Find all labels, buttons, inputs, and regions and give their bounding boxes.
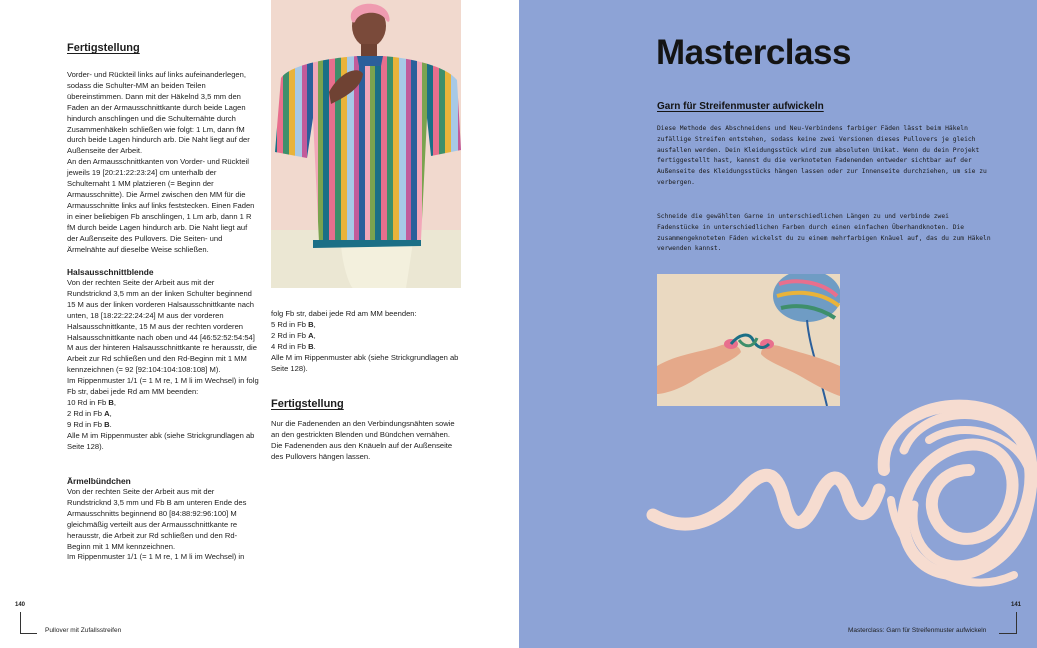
row-instruction: 2 Rd in Fb A,	[67, 408, 112, 418]
model-sweater-photo	[271, 0, 461, 288]
paragraph: Im Rippenmuster 1/1 (= 1 M re, 1 M li im Wechsel) in folg Fb str, dabei jede Rd am MM beenden:	[67, 376, 259, 397]
column-2-block-1	[271, 309, 461, 374]
heading-aermelbuendchen: Ärmelbündchen	[67, 476, 131, 486]
paragraph: Alle M im Rippenmuster abk (siehe Strickgrundlagen ab Seite 128).	[67, 430, 255, 451]
paragraph: Von der rechten Seite der Arbeit aus mit der Rundstricknd 3,5 mm und Fb B am unteren Ende des Armausschnitts beginnend 80 [84:88:92:96:100] M gleichmäßig verteilt aus der Armausschnittkante re herausstr, die Arbeit zur Rd schließen und den Rd-Beginn mit 1 MM kennzeichnen.	[67, 487, 247, 551]
footer-title-right: Masterclass: Garn für Streifenmuster aufwickeln	[848, 627, 987, 634]
paragraph: Vorder- und Rückteil links auf links aufeinanderlegen, sodass die Schulter-MM an beiden Teilen übereinstimmen. Dann mit der Häkelnd 3,5 mm den Faden an der Armausschnittkante durch beide Lagen hindurch anschlingen und die Schulternähte durch Zusammenhäkeln schließen wie folgt: 1 Lm, dann fM durch beide Lagen hindurch arb. Die Naht liegt auf der Außenseite der Arbeit.	[67, 70, 250, 156]
heading-fertigstellung-2: Fertigstellung	[271, 398, 344, 410]
column-2-block-2	[271, 419, 461, 463]
footer-rule-vertical-right	[1016, 612, 1017, 634]
hands-knotting-image	[657, 274, 840, 406]
paragraph: Nur die Fadenenden an den Verbindungsnähten sowie an den gestrickten Blenden und Bündchen vernähen. Die Fadenenden aus den Knäueln auf der Außenseite des Pullovers hängen lassen.	[271, 419, 455, 461]
row-instruction: 5 Rd in Fb B,	[271, 319, 316, 329]
row-instruction: 4 Rd in Fb B.	[271, 341, 316, 351]
row-instruction: 10 Rd in Fb B,	[67, 397, 116, 407]
footer-rule-vertical	[20, 612, 21, 634]
knotting-yarn-photo	[657, 274, 840, 406]
paragraph: An den Armausschnittkanten von Vorder- und Rückteil jeweils 19 [20:21:22:23:24] cm unterhalb der Schulternaht 1 MM platzieren (= Beginn der Armausschnitte). Die Ärmel zwischen den MM für die Armausschnitte links auf links feststecken. Einen Faden in einer beliebigen Fb anschlingen, 1 Lm arb, dann 1 R fM durch beide Lagen hindurch arb. Die Naht liegt auf der Außenseite des Pullovers. Die Seiten- und Ärmelnähte auf dieselbe Weise schließen.	[67, 157, 255, 254]
heading-halsausschnittblende: Halsausschnittblende	[67, 267, 154, 277]
paragraph: Im Rippenmuster 1/1 (= 1 M re, 1 M li im Wechsel) in	[67, 552, 245, 562]
column-1-block-2	[67, 278, 259, 453]
footer-rule-horizontal	[20, 633, 37, 634]
masterclass-subtitle: Garn für Streifenmuster aufwickeln	[657, 101, 824, 112]
page-number-left: 140	[15, 602, 26, 608]
masterclass-title: Masterclass	[656, 33, 851, 72]
row-instruction: 9 Rd in Fb B.	[67, 419, 112, 429]
striped-sweater-image	[271, 0, 461, 288]
paragraph: folg Fb str, dabei jede Rd am MM beenden:	[271, 309, 417, 318]
masterclass-instructions: Schneide die gewählten Garne in unterschiedlichen Längen zu und verbinde zwei Fadenstücke in unterschiedlichen Farben durch einen einfachen Überhandknoten. Die zusammengeknoteten Fäden wickelst du zu einem mehrfarbigen Knäuel auf, das du zum Häkeln verwenden kannst.	[657, 213, 991, 253]
paragraph: Von der rechten Seite der Arbeit aus mit der Rundstricknd 3,5 mm an der linken Schulter beginnend 15 M aus der linken vorderen Halsausschnittkante nach unten, 18 [18:22:22:24:24] M aus der vorderen Halsausschnittkante, 15 M aus der rechten vorderen Halsausschnittkante nach oben und 44 [46:52:52:54:54] M aus der hinteren Halsausschnittkante re herausstr, die Arbeit zur Rd schließen und den Rd-Beginn mit 1 MM kennzeichnen (= 92 [92:104:104:108:108] M).	[67, 278, 257, 375]
column-1-block-3	[67, 487, 259, 563]
page-number-right: 141	[1011, 602, 1022, 608]
footer-title-left: Pullover mit Zufallsstreifen	[45, 627, 122, 634]
footer-rule-horizontal-right	[999, 633, 1016, 634]
column-1-block-1	[67, 70, 259, 255]
row-instruction: 2 Rd in Fb A,	[271, 330, 316, 340]
heading-fertigstellung: Fertigstellung	[67, 42, 140, 54]
paragraph: Alle M im Rippenmuster abk (siehe Strickgrundlagen ab Seite 128).	[271, 352, 459, 373]
masterclass-intro: Diese Methode des Abschneidens und Neu-Verbindens farbiger Fäden lässt beim Häkeln zufällige Streifen entstehen, sodass keine zwei Versionen dieses Pullovers je gleich ausfallen werden. Dein Kleidungsstück wird zum absoluten Unikat. Wenn du dein Projekt fertiggestellt hast, kannst du die verknoteten Fadenenden entweder sichtbar auf der Außenseite des Kleidungsstücks hängen lassen oder zur Innenseite durchziehen, um sie zu verbergen.	[657, 125, 987, 186]
